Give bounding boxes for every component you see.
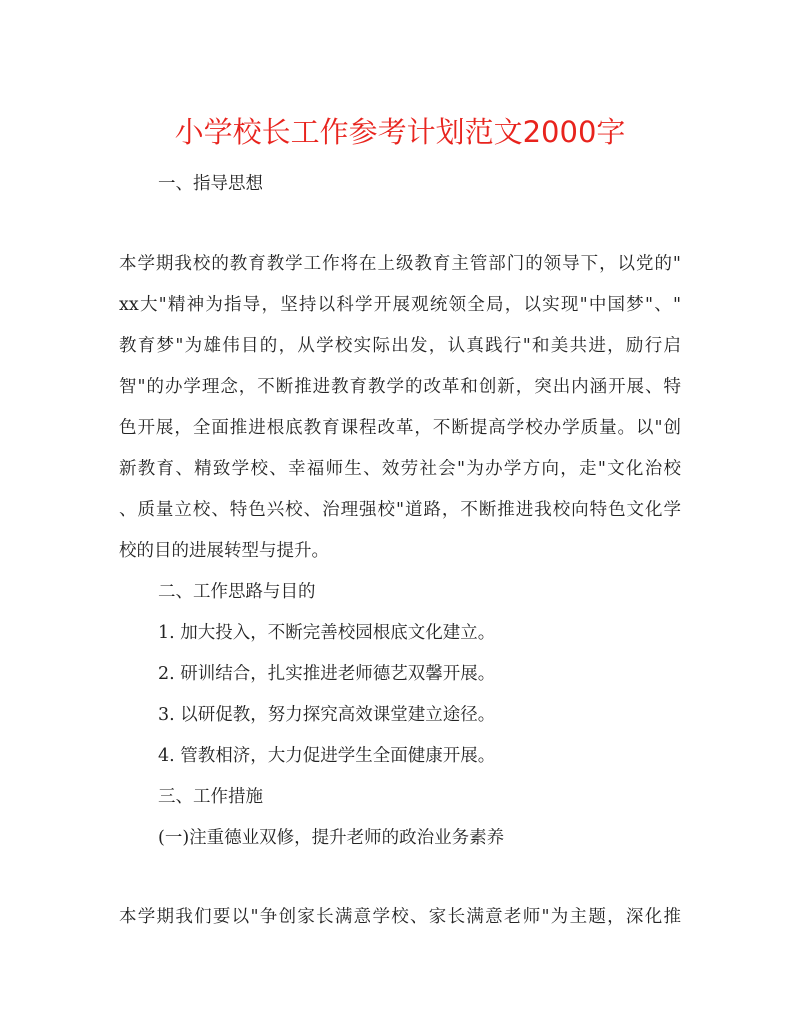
section-heading-work-ideas: 二、工作思路与目的: [158, 582, 316, 602]
paragraph-line: xx大"精神为指导，坚持以科学开展观统领全局，以实现"中国梦"、": [119, 295, 681, 315]
paragraph-line: 、质量立校、特色兴校、治理强校"道路，不断推进我校向特色文化学: [119, 500, 681, 520]
section-heading-work-measures: 三、工作措施: [158, 787, 263, 807]
document-title: 小学校长工作参考计划范文2000字: [174, 115, 626, 149]
goal-item: 4. 管教相济，大力促进学生全面健康开展。: [158, 746, 496, 766]
paragraph-line: 智"的办学理念，不断推进教育教学的改革和创新，突出内涵开展、特: [119, 377, 681, 397]
paragraph-line: 本学期我校的教育教学工作将在上级教育主管部门的领导下，以党的": [119, 254, 681, 274]
goal-item: 3. 以研促教，努力探究高效课堂建立途径。: [158, 705, 496, 725]
goal-item: 1. 加大投入，不断完善校园根底文化建立。: [158, 623, 496, 643]
goal-item: 2. 研训结合，扎实推进老师德艺双馨开展。: [158, 664, 496, 684]
paragraph-line: 新教育、精致学校、幸福师生、效劳社会"为办学方向，走"文化治校: [119, 459, 681, 479]
subsection-heading-teacher-quality: (一)注重德业双修，提升老师的政治业务素养: [158, 828, 505, 848]
section-heading-guiding-ideology: 一、指导思想: [158, 174, 263, 194]
paragraph-line: 色开展，全面推进根底教育课程改革，不断提高学校办学质量。以"创: [119, 418, 681, 438]
paragraph-line: 校的目的进展转型与提升。: [119, 541, 329, 561]
paragraph-line: 教育梦"为雄伟目的，从学校实际出发，认真践行"和美共进，励行启: [119, 336, 681, 356]
paragraph-line: 本学期我们要以"争创家长满意学校、家长满意老师"为主题，深化推: [119, 907, 681, 927]
